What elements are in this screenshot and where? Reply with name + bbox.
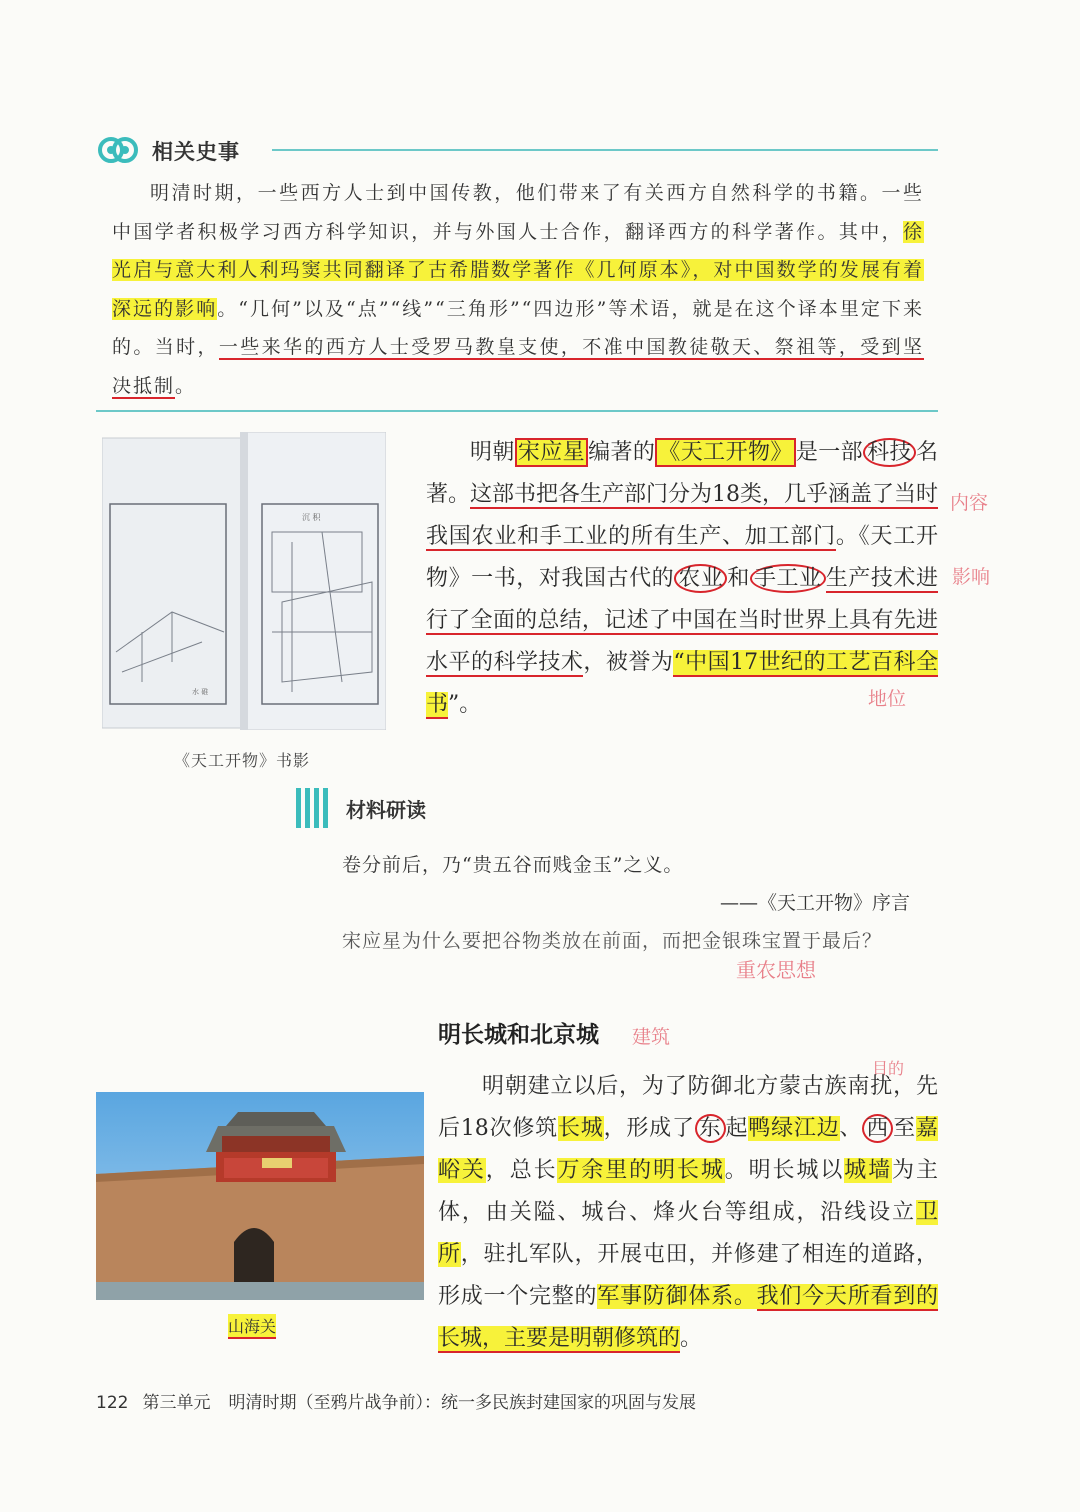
related-history-divider [272,149,938,151]
shanhaiguan-photo [96,1092,424,1300]
section-title: 明长城和北京城 [438,1022,599,1048]
material-quote: 卷分前后，乃“贵五谷而贱金玉”之义。 [342,854,684,876]
highlight-jiayuguan: 嘉峪关 [438,1116,938,1183]
circle-handicraft: 手工业 [750,564,826,593]
tiangong-kaiwu-book-image [102,432,386,730]
related-history-bottom-divider [96,410,938,412]
material-reading-title: 材料研读 [346,798,426,822]
box-song-yingxing: 宋应星 [515,438,588,467]
highlight-defense: 军事防御体系。 [597,1284,757,1309]
page-footer [96,1388,696,1413]
note-purpose: 目的 [872,1059,905,1078]
note-building: 建筑 [632,1026,671,1048]
underline-influence: 生产技术进行了全面的总结，记述了中国在当时世界上具有先进水平的科学技术 [426,566,938,675]
material-question: 宋应星为什么要把谷物类放在前面，而把金银珠宝置于最后？ [342,930,883,952]
note-idea: 重农思想 [736,958,816,982]
circle-east: 东 [695,1114,726,1143]
great-wall-paragraph: 明朝建立以后，为了防御北方蒙古族南扰，先后18次修筑长城，形成了 东 起鸭绿江边、 西 至嘉峪关，总长万余里的明长城。明长城以城墙为主体，由关隘、城台、烽火台等组成，沿线设立卫所，驻扎军队，开展屯田，并修建了相连的道路，形成一个完整的军事防御体系。我们今天所看到的长城，主要是明朝修筑的。 [438,1074,938,1351]
svg-text:沉 积: 沉 积 [302,513,321,522]
highlight-length: 万余里的明长城 [557,1158,725,1183]
material-source: ——《天工开物》序言 [720,892,911,914]
highlight-xu-guangqi: 徐光启与意大利人利玛窦共同翻译了古希腊数学著作《几何原本》，对中国数学的发展有着深远的影响 [112,220,924,320]
highlight-ming-built: 我们今天所看到的长城，主要是明朝修筑的 [438,1284,938,1351]
related-history-text: 明清时期，一些西方人士到中国传教，他们带来了有关西方自然科学的书籍。一些中国学者积极学习西方科学知识，并与外国人士合作，翻译西方的科学著作。其中，徐光启与意大利人利玛窦共同翻译了古希腊数学著作《几何原本》，对中国数学的发展有着深远的影响。“几何”以及“点”“线”“三角形”“四边形”等术语，就是在这个译本里定下来的。当时，一些来华的西方人士受罗马教皇支使，不准中国教徒敬天、祭祖等，受到坚决抵制。 [112,182,924,397]
page-number: 122 [96,1393,129,1413]
circle-agriculture: 农业 [674,564,727,593]
box-tiangong-kaiwu: 《天工开物》 [655,438,796,467]
circle-west: 西 [862,1114,893,1143]
wall-caption: 山海关 [228,1314,276,1339]
note-influence: 影响 [952,566,991,588]
note-content: 内容 [950,492,989,514]
underline-content: 这部书把各生产部门分为18类，几乎涵盖了当时我国农业和手工业的所有生产、加工部门 [426,482,939,549]
book-caption: 《天工开物》书影 [174,751,311,770]
highlight-encyclopedia: “中国17世纪的工艺百科全书 [426,650,938,717]
highlight-great-wall: 长城 [557,1116,604,1141]
note-status: 地位 [868,688,907,710]
highlight-wall-main: 城墙 [844,1158,893,1183]
highlight-yalu: 鸭绿江边 [748,1116,840,1141]
highlight-weisuo: 卫所 [438,1200,938,1267]
related-history-header [96,128,938,172]
related-history-title: 相关史事 [152,140,240,164]
material-reading-icon [296,788,328,828]
underline-rites: 一些来华的西方人士受罗马教皇支使，不准中国教徒敬天、祭祖等，受到坚决抵制 [112,336,924,397]
unit-label: 第三单元 [142,1393,211,1413]
tiangong-paragraph: 明朝 宋应星 编著的 《天工开物》 是一部 科技 名著。这部书把各生产部门分为18类，几乎涵盖了当时我国农业和手工业的所有生产、加工部门。《天工开物》一书，对我国古代的 农业 和 手工业 生产技术进行了全面的总结，记述了中国在当时世界上具有先进水平的科学技术，被誉为“中国17世纪的工艺百科全书”。 [426,440,939,717]
unit-title: 明清时期（至鸦片战争前）：统一多民族封建国家的巩固与发展 [228,1393,696,1413]
svg-text:水 碓: 水 碓 [192,688,209,696]
related-history-icon [96,128,140,172]
circle-keji: 科技 [863,438,916,467]
